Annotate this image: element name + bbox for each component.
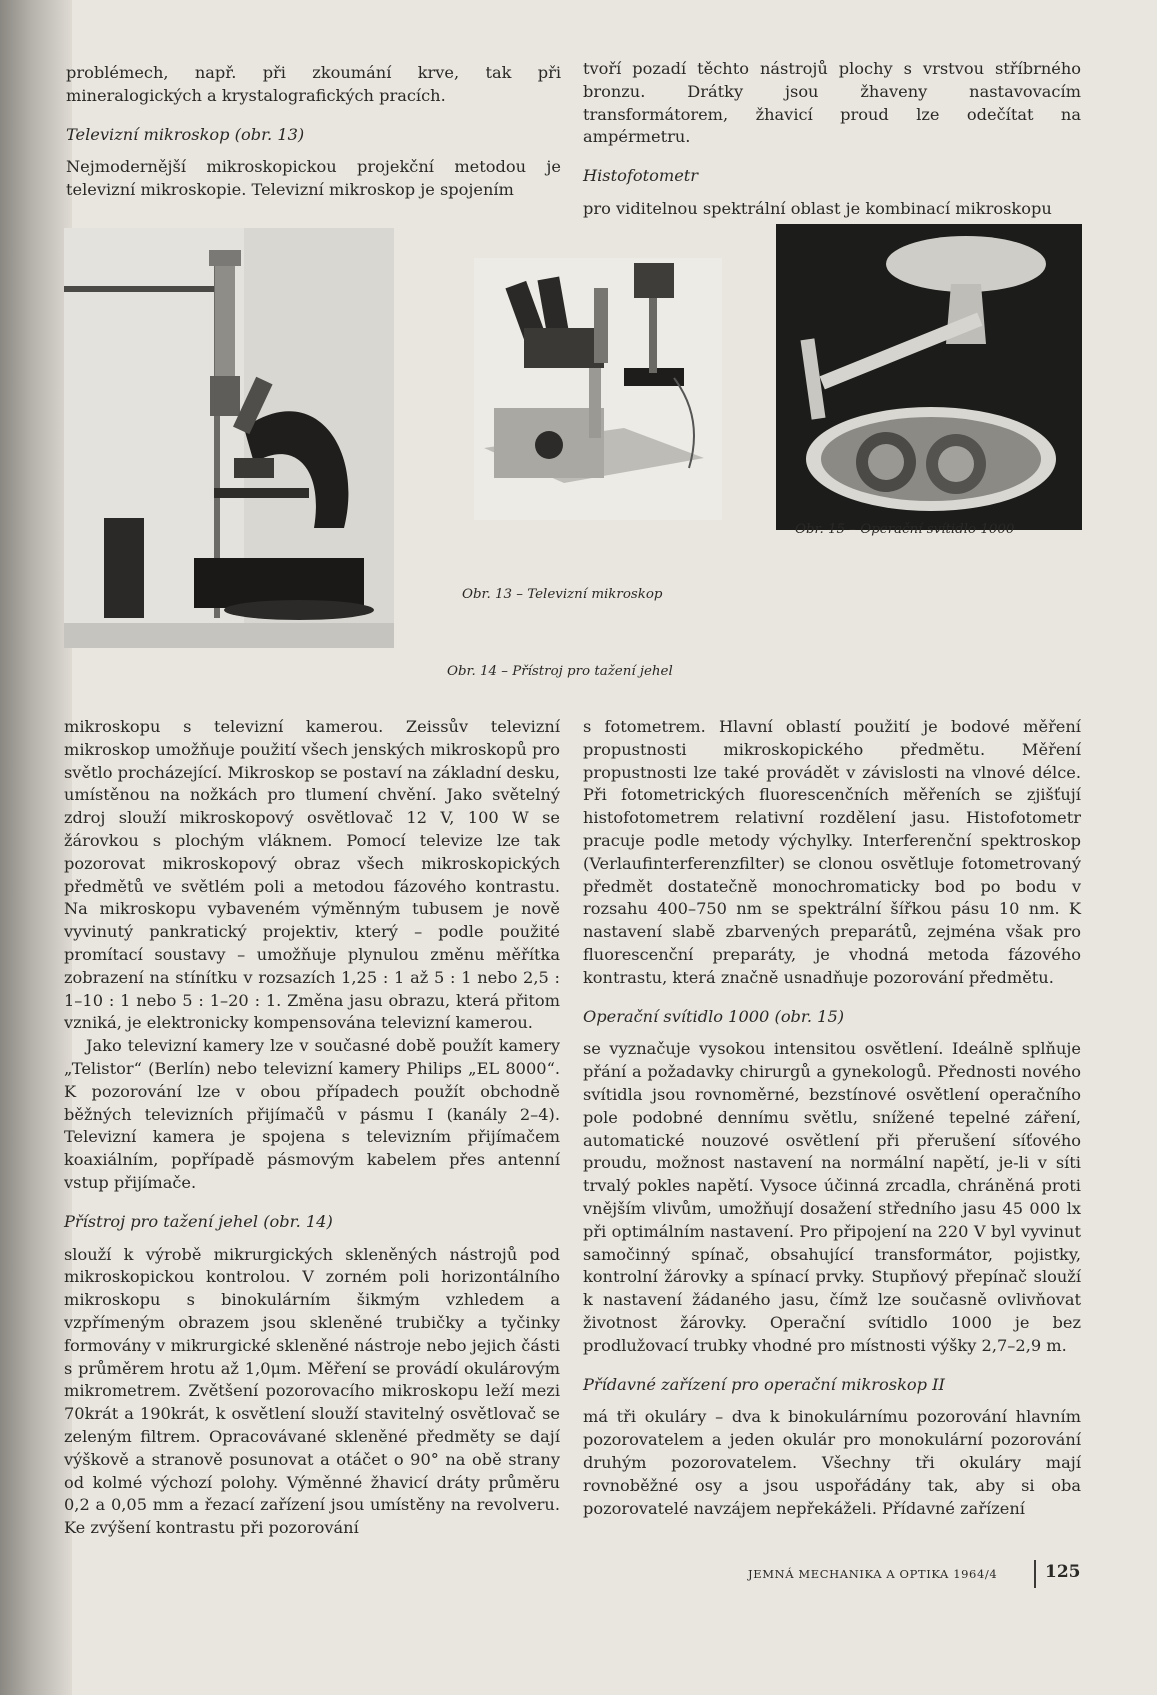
footer-divider — [1034, 1560, 1036, 1588]
page-binding-shadow — [0, 0, 72, 1695]
paragraph: Nejmodernější mikroskopickou projekční metodou je televizní mikroskopie. Televizní mikroskop je spojením — [66, 157, 561, 200]
section-heading-extra-device: Přídavné zařízení pro operační mikroskop II — [583, 1374, 945, 1394]
section-heading-operating-lamp: Operační svítidlo 1000 (obr. 15) — [583, 1006, 845, 1026]
paragraph: pro viditelnou spektrální oblast je kombinací mikroskopu — [583, 198, 1052, 218]
journal-footer: JEMNÁ MECHANIKA A OPTIKA 1964/4 — [748, 1567, 998, 1581]
paragraph: se vyznačuje vysokou intensitou osvětlení. Ideálně splňuje přání a požadavky chirurgů a gynekologů. Přednosti nového svítidla jsou rovnoměrné, bezstínové osvětlení operačního pole podobné dennímu světlu, snížené tepelné záření, automatické nouzové osvětlení při přerušení síťového proudu, možnost nastavení na normální napětí, je-li v síti trvalý pokles napětí. Vysoce účinná zrcadla, chráněná proti vnějším vlivům, umožňují dosažení středního jasu 45 000 lx při optimálním nastavení. Pro připojení na 220 V byl vyvinut samočinný spínač, obsahující transformátor, pojistky, kontrolní žárovky a spínací prvky. Stupňový přepínač slouží k nastavení žádaného jasu, čímž lze současně ovlivňovat životnost žárovky. Operační svítidlo 1000 je bez prodlužovací trubky vhodné pro místnosti výšky 2,7–2,9 m. — [583, 1039, 1081, 1355]
paragraph: tvoří pozadí těchto nástrojů plochy s vrstvou stříbrného bronzu. Drátky jsou žhaveny nastavovacím transformátorem, žhavicí proud lze odečítat na ampérmetru. — [583, 59, 1081, 147]
figure-13-tv-microscope-photo — [64, 228, 394, 648]
figure-14-needle-puller-photo — [474, 258, 722, 520]
figure-14-caption: Obr. 14 – Přístroj pro tažení jehel — [447, 664, 673, 679]
column-right-top — [583, 58, 1081, 221]
section-heading-needle-puller: Přístroj pro tažení jehel (obr. 14) — [64, 1211, 333, 1231]
figure-13-caption: Obr. 13 – Televizní mikroskop — [462, 587, 663, 602]
paragraph: má tři okuláry – dva k binokulárnímu pozorování hlavním pozorovatelem a jeden okulár pro monokulární pozorování druhým pozorovatelem. Všechny tři okuláry mají rovnoběžné osy a jsou uspořádány tak, aby si oba pozorovatelé navzájem nepřekáželi. Přídavné zařízení — [583, 1407, 1081, 1518]
paragraph: mikroskopu s televizní kamerou. Zeissův televizní mikroskop umožňuje použití všech jenských mikroskopů pro světlo procházející. Mikroskop se postaví na základní desku, umístěnou na nožkách pro tlumení chvění. Jako světelný zdroj slouží mikroskopový osvětlovač 12 V, 100 W se žárovkou s plochým vláknem. Pomocí televize lze tak pozorovat mikroskopový obraz všech mikroskopických předmětů ve světlém poli a metodou fázového kontrastu. Na mikroskopu vybaveném výměnným tubusem je nově vyvinutý pankratický projektiv, který – podle použité promítací soustavy – umožňuje plynulou změnu měřítka zobrazení na stínítku v rozsazích 1,25 : 1 až 5 : 1 nebo 2,5 : 1–10 : 1 nebo 5 : 1–20 : 1. Změna jasu obrazu, která přitom vzniká, je elektronicky kompensována televizní kamerou. — [64, 717, 560, 1033]
column-right-main — [583, 716, 1081, 1520]
paragraph: Jako televizní kamery lze v současné době použít kamery „Telistor“ (Berlín) nebo televizní kamery Philips „EL 8000“. K pozorování lze v obou případech použít obchodně běžných televizních přijímačů v pásmu I (kanály 2–4). Televizní kamera je spojena s televizním přijímačem koaxiálním, popřípadě pásmovým kabelem přes antenní vstup přijímače. — [64, 1036, 560, 1192]
section-heading-histofotometr: Histofotometr — [583, 166, 699, 186]
paragraph: slouží k výrobě mikrurgických skleněných nástrojů pod mikroskopickou kontrolou. V zorném poli horizontálního mikroskopu s binokulárním šikmým vzhledem a vzpřímeným obrazem jsou skleněné trubičky a tyčinky formovány v mikrurgické skleněné nástroje nebo jejich části s průměrem hrotu až 1,0μm. Měření se provádí okulárovým mikrometrem. Zvětšení pozorovacího mikroskopu leží mezi 70krát a 190krát, k osvětlení slouží stavitelný osvětlovač se zeleným filtrem. Opracovávané skleněné předměty se dají výškově a stranově posunovat a otáčet o 90° na obě strany od kolmé výchozí polohy. Výměnné žhavicí dráty průměru 0,2 a 0,05 mm a řezací zařízení jsou umístěny na revolveru. Ke zvýšení kontrastu při pozorování — [64, 1244, 560, 1538]
figure-15-caption: Obr. 15 – Operační svítidlo 1000 — [795, 522, 1015, 537]
paragraph: s fotometrem. Hlavní oblastí použití je bodové měření propustnosti mikroskopického předmětu. Měření propustnosti lze také provádět v závislosti na vlnové délce. Při fotometrických fluorescenčních měřeních se zjišťují histofotometrem relativní rozdělení jasu. Histofotometr pracuje podle metody výchylky. Interferenční spektroskop (Verlaufinterferenzfilter) se clonou osvětluje fotometrovaný předmět dostatečně monochromaticky bod po bodu v rozsahu 400–750 nm se spektrální šířkou pásu 10 nm. K nastavení slabě zbarvených preparátů, zejména však pro fluorescenční preparáty, je vhodná metoda fázového kontrastu, která značně usnadňuje pozorování předmětu. — [583, 717, 1081, 987]
figure-15-operating-lamp-photo — [776, 224, 1082, 530]
column-left-top — [66, 62, 561, 202]
section-heading-tv-microscope: Televizní mikroskop (obr. 13) — [66, 124, 305, 144]
paragraph: problémech, např. při zkoumání krve, tak při mineralogických a krystalografických pracích. — [66, 63, 561, 105]
column-left-main — [64, 716, 560, 1540]
page-number: 125 — [1045, 1562, 1081, 1582]
